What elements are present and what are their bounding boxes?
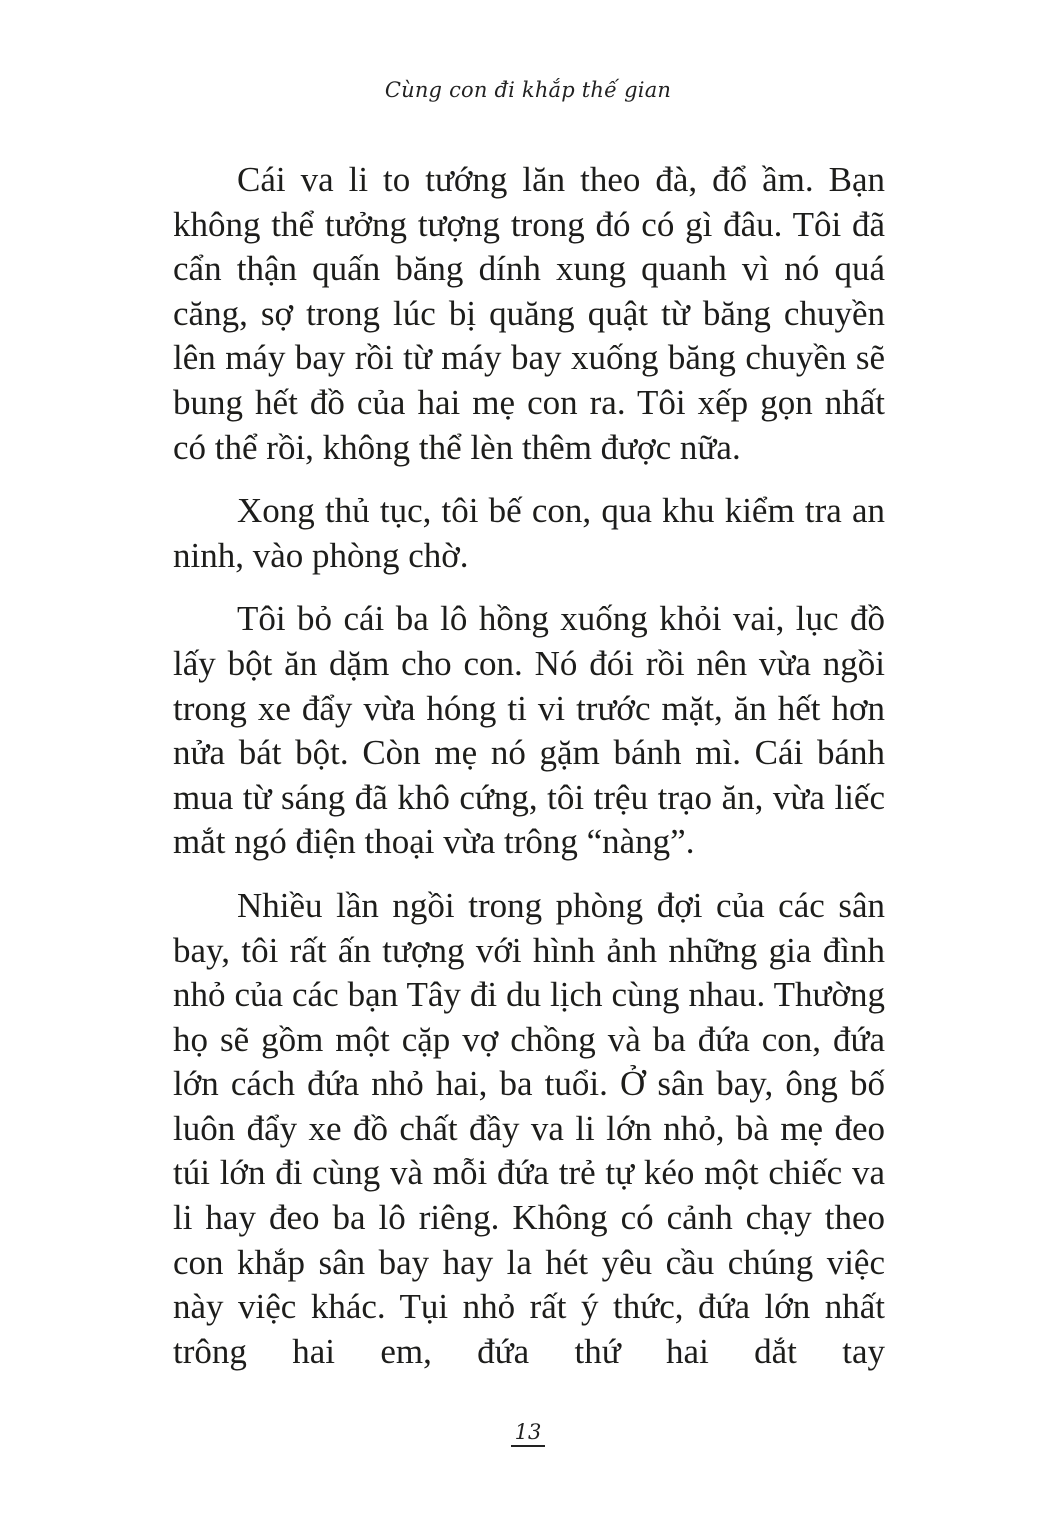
paragraph: Cái va li to tướng lăn theo đà, đổ ầm. Bạn không thể tưởng tượng trong đó có gì đâu. Tôi đã cẩn thận quấn băng dính xung quanh vì nó quá căng, sợ trong lúc bị quăng quật từ băng chuyền lên máy bay rồi từ máy bay xuống băng chuyền sẽ bung hết đồ của hai mẹ con ra. Tôi xếp gọn nhất có thể rồi, không thể lèn thêm được nữa.	[173, 160, 885, 467]
page-number-label: 13	[511, 1420, 546, 1447]
running-header: Cùng con đi khắp thế gian	[384, 78, 672, 102]
paragraph: Tôi bỏ cái ba lô hồng xuống khỏi vai, lục đồ lấy bột ăn dặm cho con. Nó đói rồi nên vừa ngồi trong xe đẩy vừa hóng ti vi trước mặt, ăn hết hơn nửa bát bột. Còn mẹ nó gặm bánh mì. Cái bánh mua từ sáng đã khô cứng, tôi trệu trạo ăn, vừa liếc mắt ngó điện thoại vừa trông “nàng”.	[173, 599, 885, 862]
paragraph: Nhiều lần ngồi trong phòng đợi của các sân bay, tôi rất ấn tượng với hình ảnh những gia đình nhỏ của các bạn Tây đi du lịch cùng nhau. Thường họ sẽ gồm một cặp vợ chồng và ba đứa con, đứa lớn cách đứa nhỏ hai, ba tuổi. Ở sân bay, ông bố luôn đẩy xe đồ chất đầy va li lớn nhỏ, bà mẹ đeo túi lớn đi cùng và mỗi đứa trẻ tự kéo một chiếc va li hay đeo ba lô riêng. Không có cảnh chạy theo con khắp sân bay hay la hét yêu cầu chúng việc này việc khác. Tụi nhỏ rất ý thức, đứa lớn nhất trông hai em, đứa thứ hai dắt tay	[173, 885, 885, 1371]
body-text	[173, 158, 885, 1393]
page-number	[0, 1420, 1056, 1444]
paragraph: Xong thủ tục, tôi bế con, qua khu kiểm tra an ninh, vào phòng chờ.	[173, 491, 885, 575]
